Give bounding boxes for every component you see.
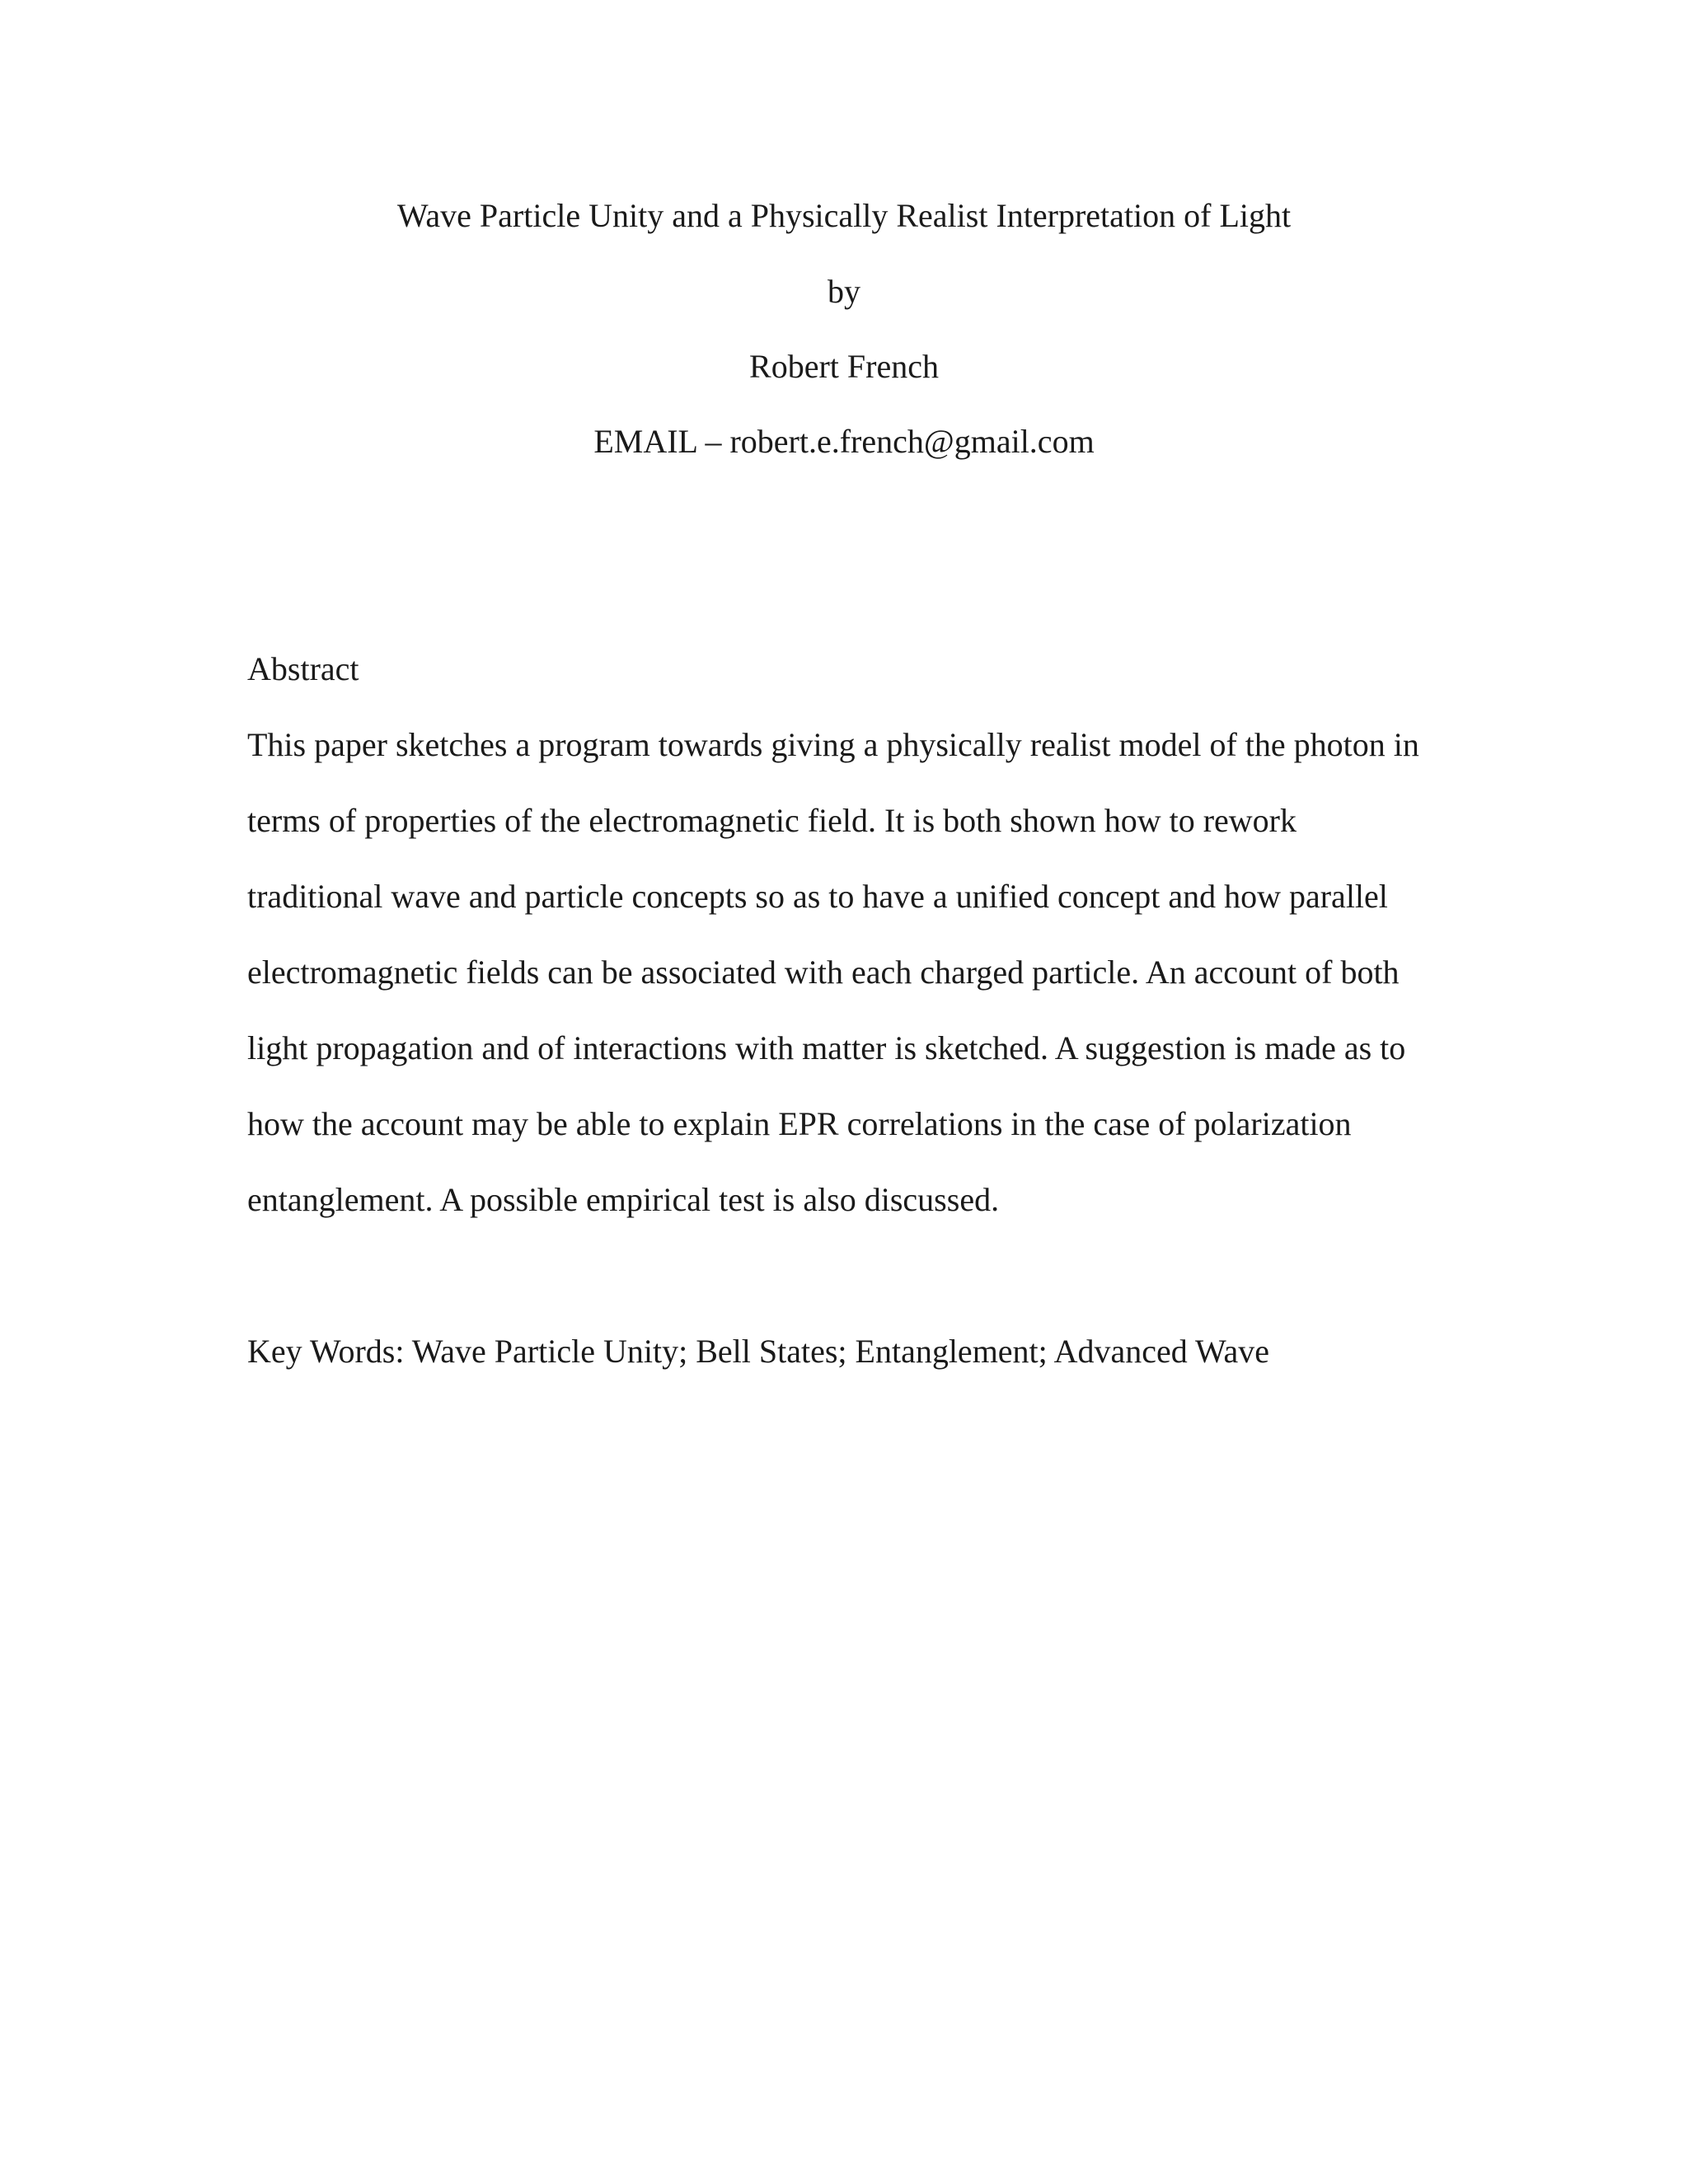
byline-by: by xyxy=(828,273,860,310)
author-name: Robert French xyxy=(749,348,939,385)
abstract-line: terms of properties of the electromagnetic field. It is both shown how to rework xyxy=(247,802,1296,839)
abstract-line: This paper sketches a program towards giving a physically realist model of the photon in xyxy=(247,726,1419,763)
abstract-line: electromagnetic fields can be associated with each charged particle. An account of both xyxy=(247,954,1400,991)
abstract-line: light propagation and of interactions with matter is sketched. A suggestion is made as to xyxy=(247,1029,1406,1066)
abstract-line: entanglement. A possible empirical test is also discussed. xyxy=(247,1181,1000,1218)
abstract-heading: Abstract xyxy=(247,650,359,687)
paper-title: Wave Particle Unity and a Physically Realist Interpretation of Light xyxy=(396,197,1292,234)
abstract-line: how the account may be able to explain EPR correlations in the case of polarization xyxy=(247,1105,1352,1142)
abstract-line: traditional wave and particle concepts so as to have a unified concept and how parallel xyxy=(247,878,1388,915)
author-email: EMAIL – robert.e.french@gmail.com xyxy=(593,423,1095,460)
abstract-body xyxy=(247,725,1434,1256)
key-words: Key Words: Wave Particle Unity; Bell States; Entanglement; Advanced Wave xyxy=(247,1333,1270,1370)
